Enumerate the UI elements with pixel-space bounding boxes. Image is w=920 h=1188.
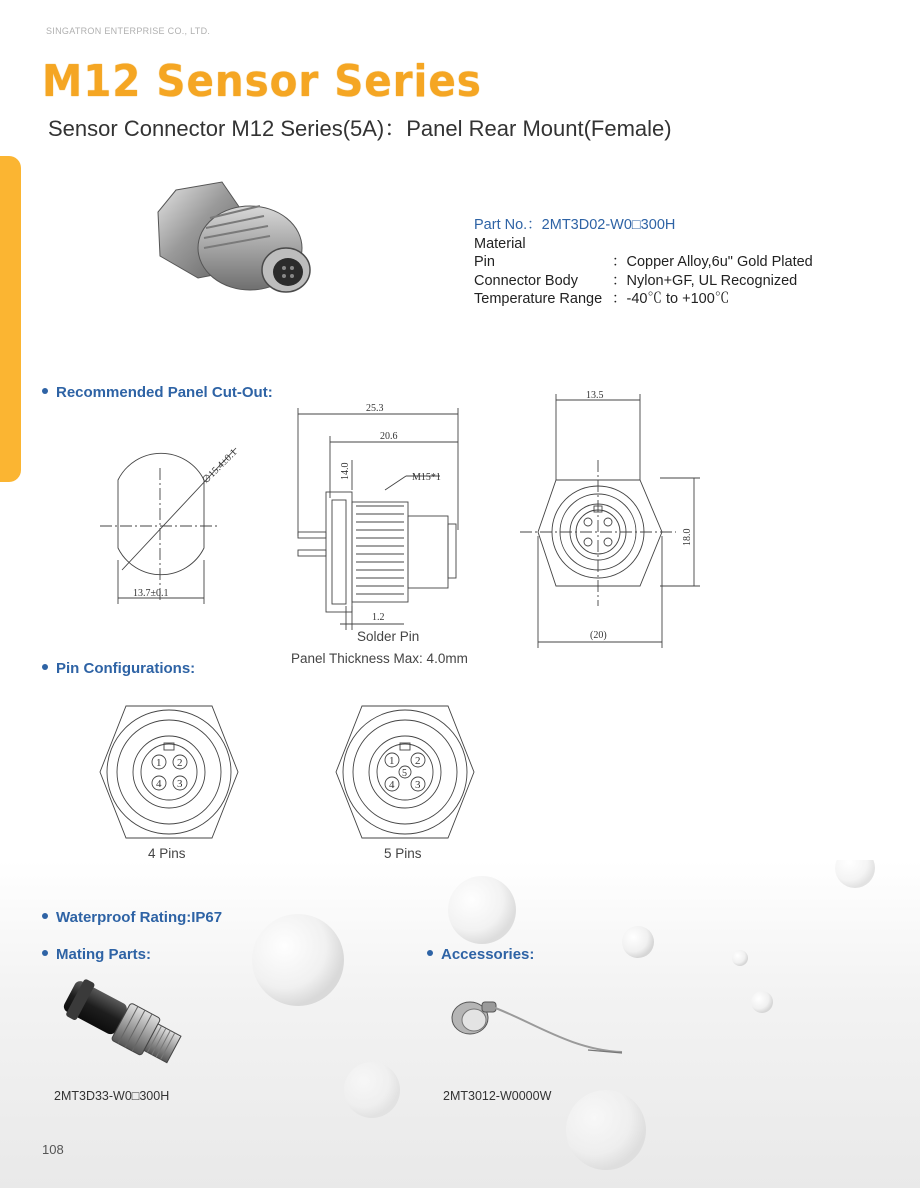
section-label: Recommended Panel Cut-Out: xyxy=(56,384,273,401)
accessory-part-number: 2MT3012-W0000W xyxy=(443,1089,552,1103)
spec-row-body xyxy=(474,272,813,291)
technical-drawing xyxy=(0,380,920,670)
accessory-photo xyxy=(440,990,630,1064)
pin-4-label: 4 xyxy=(156,778,162,790)
dim-front-height-label: 18.0 xyxy=(682,528,693,546)
dim-height-label: 14.0 xyxy=(340,462,351,480)
spec-key: Temperature Range xyxy=(474,291,603,307)
bullet-icon xyxy=(42,913,48,919)
company-name: SINGATRON ENTERPRISE CO., LTD. xyxy=(46,26,211,36)
dim-thread-label: M15*1 xyxy=(412,472,441,483)
spec-value: ：Copper Alloy,6u" Gold Plated xyxy=(612,254,813,270)
four-pins-caption: 4 Pins xyxy=(148,846,186,861)
dim-flat-label: 13.7±0.1 xyxy=(133,588,169,599)
spec-row-temperature xyxy=(474,290,813,309)
dim-front-across-label: (20) xyxy=(590,630,607,641)
page-title: M12 Sensor Series xyxy=(42,56,482,107)
pin-config-5 xyxy=(332,702,478,842)
part-number: Part No.：2MT3D02-W0□300H xyxy=(474,217,676,233)
panel-cutout-drawing xyxy=(100,447,239,604)
dim-pin-label: 1.2 xyxy=(372,612,385,623)
pin-2-label: 2 xyxy=(415,755,421,767)
front-view-drawing xyxy=(520,390,700,648)
spec-value: ：Nylon+GF, UL Recognized xyxy=(612,272,798,289)
page-subtitle: Sensor Connector M12 Series(5A)：Panel Rear Mount(Female) xyxy=(48,116,672,141)
pin-1-label: 1 xyxy=(389,755,395,767)
section-label: Accessories: xyxy=(441,946,535,963)
pin-5-label: 5 xyxy=(402,768,407,779)
pin-4-label: 4 xyxy=(389,779,395,791)
spec-row-pin xyxy=(474,253,813,272)
spec-key: Connector Body xyxy=(474,272,578,289)
spec-value: ：-40℃ to +100℃ xyxy=(612,291,730,307)
five-pins-caption: 5 Pins xyxy=(384,846,422,861)
dim-total-label: 25.3 xyxy=(366,403,384,414)
product-photo xyxy=(140,178,320,308)
side-view-drawing xyxy=(298,403,458,630)
section-waterproof xyxy=(42,909,222,926)
pin-1-label: 1 xyxy=(156,757,162,769)
section-accessories xyxy=(427,946,534,963)
dim-body-label: 20.6 xyxy=(380,431,398,442)
mating-part-photo xyxy=(58,978,198,1072)
dim-diameter-label: ∅15.4±0.1 xyxy=(200,447,240,487)
spec-block xyxy=(474,216,813,309)
pin-config-4 xyxy=(96,702,242,842)
pin-3-label: 3 xyxy=(177,778,183,790)
dim-front-width-label: 13.5 xyxy=(586,390,604,401)
panel-thickness-caption: Panel Thickness Max: 4.0mm xyxy=(291,651,468,666)
solder-pin-caption: Solder Pin xyxy=(357,629,420,644)
page-number: 108 xyxy=(42,1142,64,1157)
spec-key: Pin xyxy=(474,254,495,270)
section-label: Pin Configurations: xyxy=(56,660,196,677)
section-label: Waterproof Rating:IP67 xyxy=(56,909,223,926)
material-label: Material xyxy=(474,235,526,252)
bullet-icon xyxy=(42,950,48,956)
section-label: Mating Parts: xyxy=(56,946,152,963)
bullet-icon xyxy=(427,950,433,956)
mating-part-number: 2MT3D33-W0□300H xyxy=(54,1089,170,1103)
section-mating xyxy=(42,946,151,963)
pin-3-label: 3 xyxy=(415,779,421,791)
pin-2-label: 2 xyxy=(177,757,183,769)
